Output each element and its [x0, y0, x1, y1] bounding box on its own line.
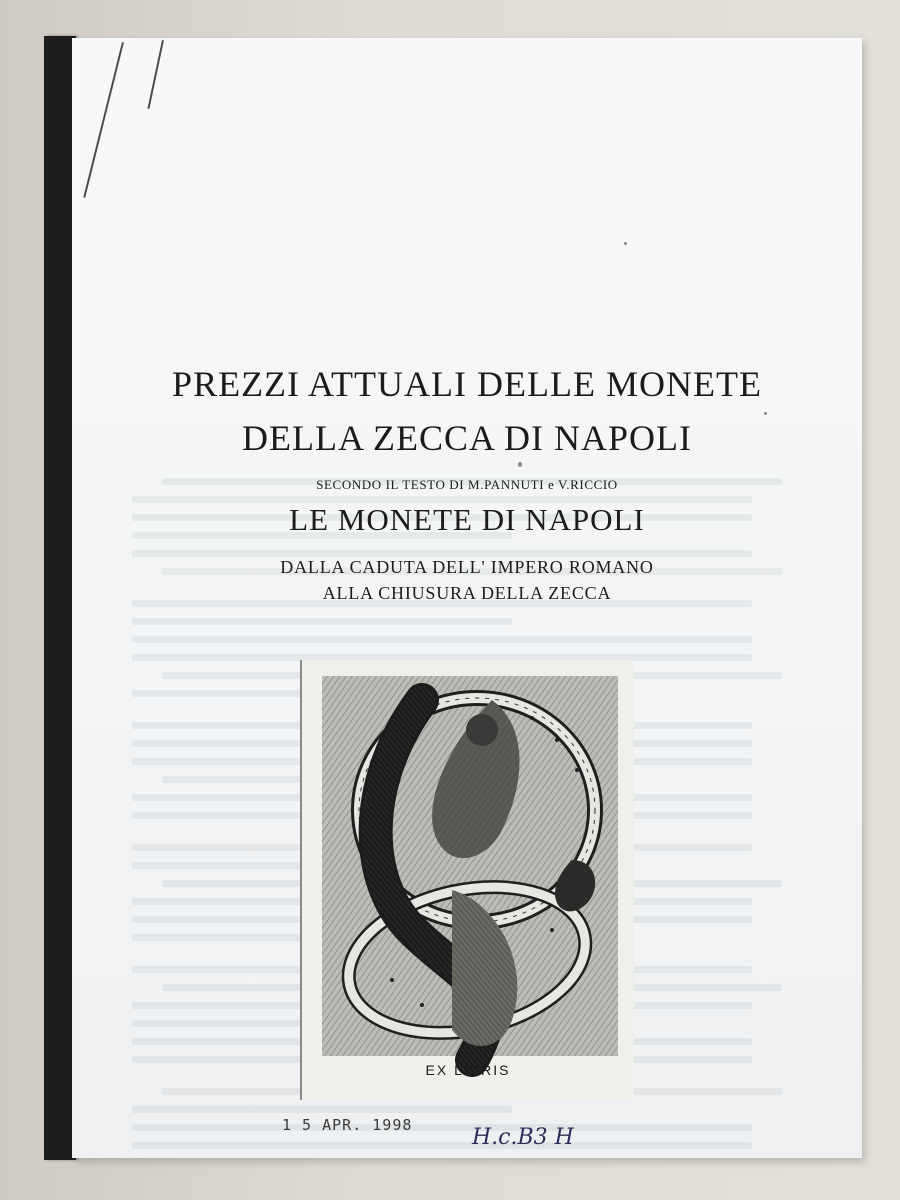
bookplate-engraving — [302, 660, 634, 1100]
date-stamp: 1 5 APR. 1998 — [282, 1116, 413, 1134]
period-line-2: ALLA CHIUSURA DELLA ZECCA — [322, 583, 612, 603]
handwritten-shelf-mark — [468, 1114, 638, 1154]
svg-text:H.c.B3 H: H.c.B3 H — [472, 1125, 574, 1150]
ghost-text-line — [132, 1124, 752, 1131]
ex-libris-caption: EX LIBRIS — [425, 1062, 511, 1078]
book-title: LE MONETE DI NAPOLI — [289, 502, 645, 537]
scan-speck — [624, 242, 627, 245]
cover-page — [72, 38, 862, 1158]
ghost-text-line — [132, 1106, 512, 1113]
ghost-text-line — [132, 636, 752, 643]
title-block — [72, 360, 862, 606]
period-line-1: DALLA CADUTA DELL' IMPERO ROMANO — [280, 557, 654, 577]
ghost-text-line — [132, 1142, 752, 1149]
scan-streak — [147, 40, 163, 109]
subtitle: SECONDO IL TESTO DI M.PANNUTI e V.RICCIO — [316, 477, 618, 492]
title-line-1: PREZZI ATTUALI DELLE MONETE — [172, 364, 762, 404]
title-line-2: DELLA ZECCA DI NAPOLI — [242, 418, 692, 458]
ghost-text-line — [132, 618, 512, 625]
ex-libris-bookplate — [300, 660, 634, 1100]
scan-streak — [83, 42, 124, 198]
